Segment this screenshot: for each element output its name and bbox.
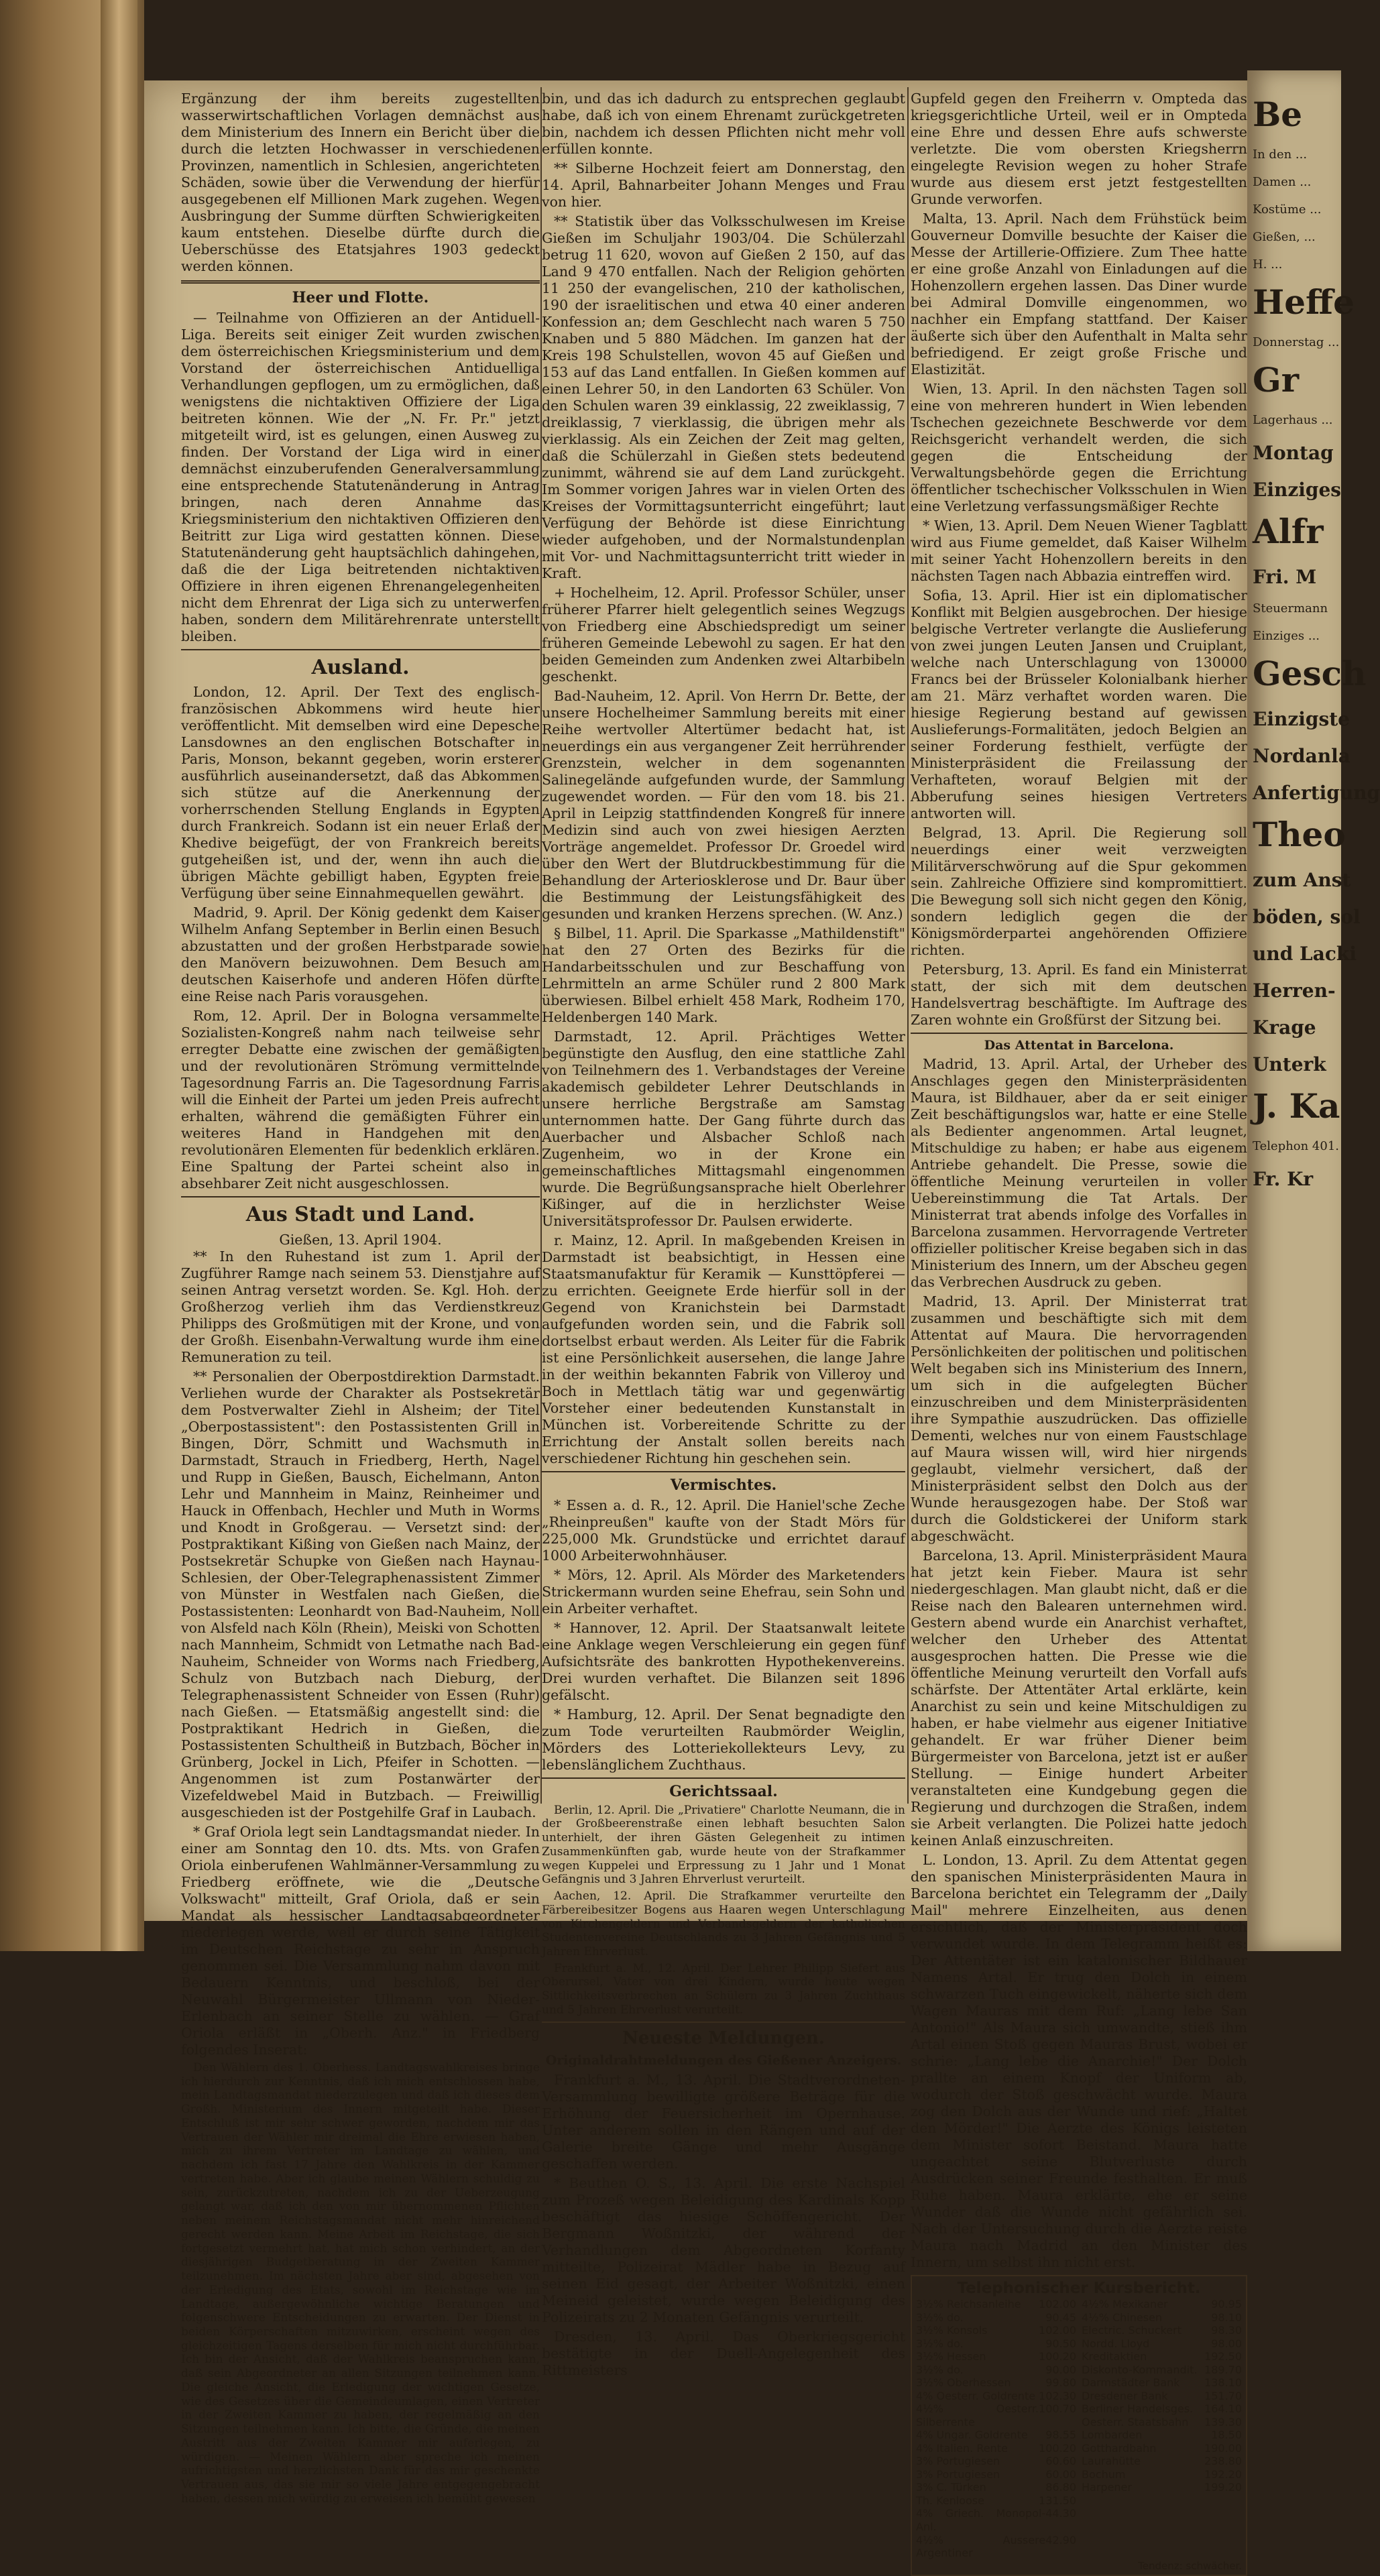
adjacent-page-text: Steuermann xyxy=(1253,601,1328,616)
stock-row xyxy=(916,2298,1076,2311)
adjacent-page-text: Theo xyxy=(1253,815,1346,854)
book-spine xyxy=(101,0,137,1951)
section-heading: Gerichtssaal. xyxy=(669,1782,778,1800)
stock-value: 98.30 xyxy=(1211,2324,1242,2337)
stock-name: 4½% Chinesen xyxy=(1082,2310,1163,2324)
divider xyxy=(181,649,540,650)
stock-row xyxy=(916,2468,1076,2481)
stock-name: 3½% Konsols xyxy=(916,2324,988,2337)
stock-value: 189.70 xyxy=(1204,2363,1242,2376)
adjacent-page-text: Kostüme ... xyxy=(1253,202,1322,217)
stock-value: 199.20 xyxy=(1204,2481,1242,2494)
adjacent-page-text: Einziges ... xyxy=(1253,629,1320,643)
column-2 xyxy=(542,91,905,2382)
adjacent-page-text: Herren- xyxy=(1253,980,1336,1002)
adjacent-page-text: Gießen, ... xyxy=(1253,230,1316,244)
stock-row xyxy=(1082,2350,1242,2363)
stock-value: 99.80 xyxy=(1045,2376,1076,2390)
stock-tendency: Tendenz: schwächer. xyxy=(1138,2559,1242,2572)
stock-value: 139.30 xyxy=(1204,2415,1242,2428)
stock-name: 4½% Aussere Argentiner xyxy=(916,2533,1046,2560)
stock-row xyxy=(916,2376,1076,2390)
divider xyxy=(542,2022,905,2023)
adjacent-page-text: Einziges xyxy=(1253,479,1342,501)
stock-row xyxy=(916,2494,1076,2508)
stock-value: 98.55 xyxy=(1045,2428,1076,2442)
article-text: Frankfurt a. M., 13. April. Die Stadtverordneten-Versammlung bewilligte größere Beträge für die Erhöhung der Feuersicherheit im Opernhause. Unter anderem sollen in den Rängen und auf der Galerie breite Gänge und mehr Ausgänge geschaffen werden. xyxy=(542,2071,905,2172)
stock-list-right xyxy=(1082,2298,1242,2559)
stock-value: 100.20 xyxy=(1039,2441,1076,2455)
stock-name: 3½% Reichsanleihe xyxy=(916,2298,1021,2311)
stock-name: Electric. Schuckert xyxy=(1082,2324,1182,2337)
stock-row xyxy=(1082,2428,1242,2442)
stock-row xyxy=(1082,2442,1242,2455)
stock-name: Th. Kenloose xyxy=(916,2494,984,2507)
divider xyxy=(181,1196,540,1197)
stock-value: 90.00 xyxy=(1045,2363,1076,2376)
stock-name: Darmstädter Bank xyxy=(1082,2376,1180,2390)
stock-value: 98.00 xyxy=(1211,2337,1242,2350)
stock-name: Oesterr. Staatsbahn xyxy=(1082,2415,1189,2428)
article-text: * Beuthen O. S., 13. April. Die erste Nachspiel zum Prozeß wegen Beleidigung des Kardinals Kopp beschäftigt das hiesige Schöffengericht. Der Bergmann Woßnitzki, der während der Verhandlungen dem Abgeordneten Korfanty mitteilte, Polizeirat Mädler habe in Bezug auf seinen Eid gesagt, der Arbeiter Woßnitzki, einen Meineid geleistet, wurde wegen Beleidigung des Polizeirats zu 2 Monaten Gefängnis verurteilt. xyxy=(542,2174,905,2325)
section-subheading: Originaldrahtmeldungen des Gießener Anzeigers. xyxy=(545,2053,902,2068)
stock-value: 86.80 xyxy=(1045,2481,1076,2494)
stock-name: 3½% do. xyxy=(916,2363,964,2376)
adjacent-page-text: böden, sol xyxy=(1253,906,1361,928)
column-3 xyxy=(911,91,1247,2576)
article-text: London, 12. April. Der Text des englisch-französischen Abkommens wird heute hier veröffentlicht. Mit demselben wird eine Depesche Lansdownes an den englischen Botschafter in Paris, Monson, bekannt gegeben, worin ersterer ausführlich auseinandersetzt, daß das Abkommen sich stütze auf die Anerkennung der vorherrschenden Stellung Englands in Egypten durch Frankreich. Sodann ist ein neuer Erlaß der Khedive beigefügt, der von Frankreich bereits gutgeheißen ist, und der, wenn ihn auch die übrigen Mächte gebilligt haben, Egypten freie Verfügung über seine Einnahmequellen gewährt. xyxy=(181,684,540,902)
stock-name: 4% Oesterr. Goldrente xyxy=(916,2389,1036,2402)
article-text: Malta, 13. April. Nach dem Frühstück beim Gouverneur Domville besuchte der Kaiser die Messe der Artillerie-Offiziere. Zum Thee hatte er eine große Anzahl von Einladungen auf die Hohenzollern ergehen lassen. Das Diner wurde bei Admiral Domville eingenommen, wo nachher ein Empfang stattfand. Der Kaiser äußerte sich über den Aufenthalt in Malta sehr befriedigend. Er zeigt große Frische und Elastizität. xyxy=(911,211,1247,377)
article-text: Ergänzung der ihm bereits zugestellten wasserwirtschaftlichen Vorlagen demnächst aus dem Ministerium des Innern ein Bericht über die durch die letzten Hochwasser in verschiedenen Provinzen, namentlich in Schlesien, angerichteten Schäden, sowie über die Verwendung der hierfür ausgegebenen elf Millionen Mark zugehen. Wegen Ausbringung der Summe dürften Schwierigkeiten kaum entstehen. Dieselbe dürfte durch die Ueberschüsse des Etatsjahres 1903 gedeckt werden können. xyxy=(181,91,540,274)
adjacent-page-text: Krage xyxy=(1253,1016,1316,1039)
article-text: Sofia, 13. April. Hier ist ein diplomatischer Konflikt mit Belgien ausgebrochen. Der hiesige belgische Vertreter verlangte die Auslieferung von zwei jungen Leuten Jansen und Cruiplant, welche nach Unterschlagung von 130000 Francs bei der Brüsseler Kolonialbank hierher am 21. März verhaftet worden waren. Die hiesige Regierung bestand auf gewissen Auslieferungs-Formalitäten, jedoch Belgien an seiner Forderung festhielt, verfügte der Ministerpräsident die Freilassung der Verhafteten, worauf Belgien mit der Abberufung seines hiesigen Vertreters antworten will. xyxy=(911,587,1247,821)
stock-value: 190.00 xyxy=(1204,2441,1242,2455)
stock-row xyxy=(1082,2455,1242,2468)
adjacent-page-text: Gesch xyxy=(1253,654,1367,693)
adjacent-page-text: Anfertigung xyxy=(1253,782,1380,804)
section-heading: Neueste Meldungen. xyxy=(622,2028,825,2048)
stock-value: 102.00 xyxy=(1039,2298,1076,2311)
stock-row xyxy=(1082,2402,1242,2416)
article-text: Gupfeld gegen den Freiherrn v. Ompteda das kriegsgerichtliche Urteil, weil er in Ompteda eine Ehre und dessen Ehre aufs schwerste verletzte. Die vom obersten Kriegsherrn eingelegte Revision wegen zu hoher Strafe wurde aus diesem erst jetzt festgestellten Grunde verworfen. xyxy=(911,91,1247,207)
adjacent-page xyxy=(1247,70,1380,1951)
adjacent-page-text: Heffe xyxy=(1253,282,1355,322)
stock-name: Lombarden xyxy=(1082,2428,1143,2442)
stock-name: 3% Portugiesen xyxy=(916,2455,1000,2468)
article-text: § Bilbel, 11. April. Die Sparkasse „Mathildenstift" hat den 27 Orten des Bezirks für die Handarbeitsschulen und zur Beschaffung von Lehrmitteln an arme Schüler rund 2 800 Mark überwiesen. Bilbel erhielt 458 Mark, Rodheim 170, Heldenbergen 140 Mark. xyxy=(542,925,905,1025)
stock-row xyxy=(916,2455,1076,2468)
stock-value: 164.10 xyxy=(1204,2402,1242,2416)
article-text: Frankfurt a. M., 12. April. Der Lehrer Philipp Siefert aus Oberursel, Vater von drei Kindern, wurde heute wegen Sittlichkeitsverbrechen an Schülern zu 3 Jahren Zuchthaus und 5 Jahren Ehrverlust verurteilt. xyxy=(542,1961,905,2017)
stock-row xyxy=(916,2507,1076,2533)
stock-row xyxy=(1082,2468,1242,2481)
stock-name: 4½% Oesterr. Silberrente xyxy=(916,2402,1039,2428)
stock-name: Dresdener Bank xyxy=(1082,2389,1168,2402)
stock-value: 90.45 xyxy=(1045,2310,1076,2324)
stock-name: 4½% Mexikaner xyxy=(1082,2298,1168,2311)
stock-value: 90.50 xyxy=(1045,2337,1076,2350)
section-heading: Ausland. xyxy=(311,655,410,679)
adjacent-page-text: Lagerhaus ... xyxy=(1253,413,1333,427)
stock-row xyxy=(916,2534,1076,2560)
stock-name: 4% Italien. Rente xyxy=(916,2441,1008,2455)
stock-row xyxy=(916,2350,1076,2363)
stock-value: 90.95 xyxy=(1211,2298,1242,2311)
article-text: Wien, 13. April. In den nächsten Tagen soll eine von mehreren hundert in Wien lebenden Tschechen gezeichnete Beschwerde vor dem Reichsgericht verhandelt werden, die sich gegen die Entscheidung der Verwaltungsbehörde gegen die Errichtung öffentlicher tschechischer Volksschulen in Wien eine Verletzung verfassungsmäßiger Rechte xyxy=(911,381,1247,514)
stock-row xyxy=(1082,2416,1242,2429)
stock-value: 151.70 xyxy=(1204,2389,1242,2402)
stock-row xyxy=(1082,2390,1242,2403)
stock-value: 100.70 xyxy=(1039,2402,1076,2416)
article-text: L. London, 13. April. Zu dem Attentat gegen den spanischen Ministerpräsidenten Maura in Barcelona berichtet ein Telegramm der „Daily Mail" mehrere Einzelheiten, aus denen ersichtlich, daß der Ministerpräsident doch verwundet wurde. In dem Telegramm heißt es: Der Attentäter ist ein katalonischer Bildhauer Namens Artal. Er trug den Dolch in einem schwarzen Tuch eingewickelt, näherte sich dem Wagen Mauras mit dem Ruf: „Lang lebe San Antonio!" Als Maura sich umwandte, stieß ihm Artal einen Stoß gegen Mauras Brust, wobei er schrie: „Lang lebe die Anarchie!" Der Dolch prallte an einem Knopf der Uniform ab, wodurch der Stoß geschwächt wurde. Maura zog den Dolch aus der Wunde und rief: „Haltet den Mörder!" Die Aerzte des Königs leisteten dem Minister sofort Beistand. Maura hatte ungeachtet seine Blutverluste durch Ausdrücken seiner Freunde festhalten. Er muß Ruhe haben. Maura erklärte, ehe er seine Wunder daß die Wunde nicht gefährlich sei. Nach der Untersuchung durch die Aerzte reiste Maura nach Madrid an den Minister des Innern, um selbst ihn nicht erst. xyxy=(911,1852,1247,2271)
stock-row xyxy=(916,2337,1076,2351)
stock-row xyxy=(916,2390,1076,2403)
article-text: * Mörs, 12. April. Als Mörder des Marketenders Strickermann wurden seine Ehefrau, sein Sohn und ein Arbeiter verhaftet. xyxy=(542,1566,905,1617)
adjacent-page-text: In den ... xyxy=(1253,148,1308,162)
article-text: Berlin, 12. April. Die „Privatiere" Charlotte Neumann, die in der Großbeerenstraße einen lebhaft besuchten Salon unterhielt, der ihren Gästen Gelegenheit zu intimen Zusammenkünften gab, wurde heute von der Strafkammer wegen Kuppelei und Erpressung zu 1 Jahr und 1 Monat Gefängnis und 3 Jahren Ehrverlust verurteilt. xyxy=(542,1803,905,1887)
stock-value: 100.20 xyxy=(1039,2350,1076,2363)
article-text: ** Silberne Hochzeit feiert am Donnerstag, den 14. April, Bahnarbeiter Johann Menges und Frau von hier. xyxy=(542,160,905,210)
stock-row xyxy=(916,2311,1076,2325)
stock-row xyxy=(1082,2337,1242,2351)
stock-row xyxy=(916,2428,1076,2442)
stock-name: Kreditaktien xyxy=(1082,2350,1147,2363)
adjacent-page-text: Be xyxy=(1253,95,1303,134)
stock-row xyxy=(1082,2324,1242,2337)
stock-name: 4% Griech. Monopol-Anl. xyxy=(916,2507,1046,2533)
stock-value: 131.50 xyxy=(1039,2494,1076,2507)
stock-name: Harpener xyxy=(1082,2481,1132,2494)
adjacent-page-text: Telephon 401. xyxy=(1253,1139,1340,1153)
article-text: Rom, 12. April. Der in Bologna versammelte Sozialisten-Kongreß nahm nach teilweise sehr erregter Debatte eine zwischen der gemäßigten und der revolutionären Strömung vermittelnde Tagesordnung Farris an. Die Tagesordnung Farris will die Einheit der Partei um jeden Preis aufrecht erhalten, während die gemäßigten Führer ein weiteres Hand in Handgehen mit den revolutionären Elementen für bedenklich erklären. Eine Spaltung der Partei scheint also in absehbarer Zeit nicht ausgeschlossen. xyxy=(181,1008,540,1192)
stock-value: 44.30 xyxy=(1045,2507,1076,2520)
stock-value: 138.10 xyxy=(1204,2376,1242,2390)
adjacent-page-text: Damen ... xyxy=(1253,175,1312,189)
article-text: * Wien, 13. April. Dem Neuen Wiener Tagblatt wird aus Fiume gemeldet, daß Kaiser Wilhelm mit seiner Yacht Hohenzollern bereits in den nächsten Tagen nach Abbazia eintreffen wird. xyxy=(911,518,1247,584)
article-text: ** Statistik über das Volksschulwesen im Kreise Gießen im Schuljahr 1903/04. Die Schülerzahl betrug 11 620, wovon auf Gießen 2 150, auf das Land 9 470 entfallen. Nach der Religion gehörten 11 250 der evangelischen, 210 der katholischen, 190 der israelitischen und etwa 40 einer anderen Konfession an; dem Geschlecht nach waren 5 750 Knaben und 5 880 Mädchen. Im ganzen hat der Kreis 198 Schulstellen, wovon 45 auf Gießen und 153 auf das Land entfallen. In Gießen kommen auf einen Lehrer 50, in den Landorten 63 Schüler. Von den Schulen waren 39 einklassig, 22 zweiklassig, 7 dreiklassig, 7 vierklassig, die übrigen mehr als vierklassig. Als ein Zeichen der Zeit mag gelten, daß die Schülerzahl in Gießen stets bedeutend zunimmt, während sie auf dem Land zurückgeht. Im Sommer vorigen Jahres war in vielen Orten des Kreises der Vormittagsunterricht eingeführt; laut Verfügung der Behörde ist diese Einrichtung wieder aufgehoben, und der Normalstundenplan mit Vor- und Nachmittagsunterricht tritt wieder in Kraft. xyxy=(542,213,905,581)
adjacent-page-text: Donnerstag ... xyxy=(1253,335,1340,349)
stock-row xyxy=(916,2402,1076,2428)
stock-name: Gotthardbahn xyxy=(1082,2441,1157,2455)
article-text: * Hamburg, 12. April. Der Senat begnadigte den zum Tode verurteilten Raubmörder Weiglin, Mörders des Lotteriekollekteurs Levy, zu lebenslänglichem Zuchthaus. xyxy=(542,1706,905,1773)
stock-value: 102.00 xyxy=(1039,2324,1076,2337)
article-text: bin, und das ich dadurch zu entsprechen geglaubt habe, daß ich von einem Ehrenamt zurückgetreten bin, nachdem ich dessen Pflichten nicht mehr voll erfüllen konnte. xyxy=(542,91,905,157)
article-text: Darmstadt, 12. April. Prächtiges Wetter begünstigte den Ausflug, den eine stattliche Zahl von Teilnehmern des 1. Verbandstages der Vereine akademisch gebildeter Lehrer Deutschlands in unsere herrliche Bergstraße am Samstag unternommen hatte. Der Gang führte durch das Auerbacher und Alsbacher Schloß nach Zugenheim, wo in der Krone ein gemeinschaftliches Mittagsmahl eingenommen wurde. Die Begrüßungsansprache hielt Oberlehrer Kißinger, auf die in herzlichster Weise Universitätsprofessor Dr. Paulsen erwiderte. xyxy=(542,1029,905,1229)
adjacent-page-text: zum Anst xyxy=(1253,869,1351,891)
stock-name: 3½% Hessen xyxy=(916,2350,986,2363)
stock-value: 192.50 xyxy=(1204,2350,1242,2363)
adjacent-page-text: und Lacki xyxy=(1253,943,1357,965)
article-text: * Essen a. d. R., 12. April. Die Haniel'sche Zeche „Rheinpreußen" kaufte von der Stadt Mörs für 225,000 Mk. Grundstücke und errichtet darauf 1000 Arbeiterwohnhäuser. xyxy=(542,1497,905,1564)
dateline: Gießen, 13. April 1904. xyxy=(279,1232,442,1248)
stock-name: 3% Portugiesen xyxy=(916,2467,1000,2481)
article-text: Petersburg, 13. April. Es fand ein Ministerrat statt, der sich mit dem deutschen Handelsvertrag beschäftigte. Im Auftrage des Zaren wohnte ein Großfürst der Sitzung bei. xyxy=(911,961,1247,1028)
section-heading: Aus Stadt und Land. xyxy=(245,1203,475,1227)
section-heading: Vermischtes. xyxy=(670,1476,777,1494)
stock-row xyxy=(1082,2363,1242,2377)
adjacent-page-text: Montag xyxy=(1253,442,1334,464)
stock-name: Diskonto-Kommandit. xyxy=(1082,2363,1198,2376)
stock-name: 3½% do. xyxy=(916,2310,964,2324)
stock-row xyxy=(1082,2481,1242,2494)
stock-value: 102.30 xyxy=(1039,2389,1076,2402)
article-text: * Graf Oriola legt sein Landtagsmandat nieder. In einer am Sonntag den 10. dts. Mts. von Grafen Oriola einberufenen Wahlmänner-Versammlung zu Friedberg eröffnete, wie die „Deutsche Volkswacht" mitteilt, Graf Oriola, daß er sein Mandat als hessischer Landtagsabgeordneter niederlegen werde, weil er durch seine Tätigkeit im Deutschen Reichstage zu sehr in Anspruch genommen sei. Die Versammlung nahm davon mit Bedauern Kenntnis, und beschloß, bei der Neuwahl Bürgermeister Ullmann von Nieder-Erlenbach an seiner Stelle zu wählen. — Graf Oriola erläßt in „Oberh. Anz." in Friedberg folgendes Inserat: xyxy=(181,1824,540,2058)
stock-value: 60.00 xyxy=(1045,2467,1076,2481)
stock-name: 3½% Oberhessen xyxy=(916,2376,1011,2390)
article-text: * Hannover, 12. April. Der Staatsanwalt leitete eine Anklage wegen Verschleierung ein gegen fünf Aufsichtsräte des bankrotten Hypothekenvereins. Drei wurden verhaftet. Die Bilanzen seit 1896 gefälscht. xyxy=(542,1619,905,1703)
article-text: Belgrad, 13. April. Die Regierung soll neuerdings einer weit verzweigten Militärverschwörung auf die Spur gekommen sein. Zahlreiche Offiziere sind kompromittiert. Die Bewegung soll sich nicht gegen den König, sondern lediglich gegen die der Königsmörderpartei angehörenden Offiziere richten. xyxy=(911,825,1247,958)
adjacent-page-text: Unterk xyxy=(1253,1053,1326,1075)
article-text: ** In den Ruhestand ist zum 1. April der Zugführer Ramge nach seinem 53. Dienstjahre auf seinen Antrag versetzt worden. Se. Kgl. Hoh. der Großherzog verlieh ihm das Verdienstkreuz Philipps des Großmütigen mit der Krone, und von der Großh. Eisenbahn-Verwaltung wurde ihm eine Remuneration zu teil. xyxy=(181,1248,540,1366)
stock-report-title: Telephonischer Kursbericht. xyxy=(957,2280,1201,2298)
article-text: Barcelona, 13. April. Ministerpräsident Maura hat jetzt kein Fieber. Maura ist sehr niedergeschlagen. Man glaubt nicht, daß er die Reise nach den Balearen unternehmen wird. Gestern abend wurde ein Anarchist verhaftet, welcher den Urheber des Attentat ausgesprochen hatten. Die Presse wie die öffentliche Meinung verurteilt den Vorfall aufs schärfste. Der Attentäter Artal erklärte, kein Anarchist zu sein und keine Mitschuldigen zu haben, er habe vielmehr aus eigener Initiative gehandelt. Er war früher Diener beim Bürgermeister von Barcelona, jetzt ist er außer Stellung. — Einige hundert Arbeiter veranstalteten eine Kundgebung gegen die Regierung und durchzogen die Straßen, indem sie Arbeit verlangten. Die Polizei hatte jedoch keinen Anlaß einzuschreiten. xyxy=(911,1547,1247,1849)
stock-name: Berliner Handelsges. xyxy=(1082,2402,1194,2416)
stock-row xyxy=(916,2363,1076,2377)
adjacent-page-text: J. Ka xyxy=(1253,1086,1340,1126)
article-text: + Hochelheim, 12. April. Professor Schüler, unser früherer Pfarrer hielt gelegentlich seines Wegzugs von Friedberg eine Abschiedspredigt um seiner früheren Gemeinde Lebewohl zu sagen. Er hat den beiden Gemeinden zum Andenken zwei Altarbibeln geschenkt. xyxy=(542,585,905,685)
stock-row xyxy=(916,2481,1076,2494)
column-1 xyxy=(181,91,540,2509)
article-text: ** Personalien der Oberpostdirektion Darmstadt. Verliehen wurde der Charakter als Postsekretär dem Postverwalter Ziehl in Alsheim; der Titel „Oberpostassistent": den Postassistenten Grill in Bingen, Dörr, Schmitt und Wachsmuth in Darmstadt, Strauch in Friedberg, Herth, Nagel und Rupp in Gießen, Bausch, Eichelmann, Anton Lehr und Mannheim in Mainz, Reinheimer und Hauck in Offenbach, Hechler und Muth in Worms und Knodt in Großgerau. — Versetzt sind: der Postpraktikant Kißing von Gießen nach Mainz, der Postsekretär Schupke von Gießen nach Haynau-Schlesien, der Ober-Telegraphenassistent Zimmer von Münster in Westfalen nach Gießen, die Postassistenten: Leonhardt von Bad-Nauheim, Noll von Alsfeld nach Köln (Rhein), Meiski von Schotten nach Mannheim, Schmidt von Letmathe nach Bad-Nauheim, Schneider von Worms nach Friedberg, Schulz von Butzbach nach Dieburg, der Telegraphenassistent Schneider von Essen (Ruhr) nach Gießen. — Etatsmäßig angestellt sind: die Postpraktikant Hedrich in Gießen, die Postassistenten Schultheiß in Butzbach, Böcher in Grünberg, Jockel in Lich, Pfeifer in Schotten. — Angenommen ist zum Postanwärter der Vizefeldwebel Maid in Butzbach. — Freiwillig ausgeschieden ist der Postgehilfe Graf in Laubach. xyxy=(181,1368,540,1821)
stock-list-left xyxy=(916,2298,1076,2559)
adjacent-page-text: Nordanla xyxy=(1253,745,1350,767)
article-text: Madrid, 13. April. Artal, der Urheber des Anschlages gegen den Ministerpräsidenten Maura, ist Bildhauer, aber da er seit einiger Zeit beschäftigungslos war, hatte er eine Stelle als Bedienter angenommen. Artal leugnet, Mitschuldige zu haben; er habe aus eigenem Antriebe gehandelt. Die Presse, sowie die öffentliche Meinung verurteilen in voller Uebereinstimmung die Tat Artals. Der Ministerrat trat abends infolge des Vorfalles in Barcelona zusammen. Hervorragende Vertreter offizieller politischer Kreise begaben sich in das Ministerium des Innern, um der Abscheu gegen das Verbrechen Ausdruck zu geben. xyxy=(911,1056,1247,1291)
article-text: Dresden, 13. April. Das Oberkriegsgericht bestätigte in der Duell-Angelegenheit des Rittmeisters xyxy=(542,2328,905,2378)
section-heading: Heer und Flotte. xyxy=(292,289,429,306)
stock-value: 18.50 xyxy=(1211,2428,1242,2442)
stock-value: 238.80 xyxy=(1204,2455,1242,2468)
section-heading: Das Attentat in Barcelona. xyxy=(984,1038,1174,1053)
article-text: Madrid, 13. April. Der Ministerrat trat zusammen und beschäftigte sich mit dem Attentat auf Maura. Die hervorragenden Persönlichkeiten der politischen und politischen Welt begaben sich ins Ministerium des Innern, um sich in die aufgelegten Bücher einzuschreiben und dem Ministerpräsidenten ihre Sympathie auszudrücken. Das offizielle Dementi, welches nur von einem Faustschlage auf Maura wissen will, wird hier nirgends geglaubt, vielmehr versichert, daß der Ministerpräsident selbst den Dolch aus der Wunde herausgezogen habe. Der Stoß war durch die Goldstickerei der Uniform stark abgeschwächt. xyxy=(911,1293,1247,1545)
stock-name: 3% C. Türken xyxy=(916,2481,986,2494)
stock-name: Nordd. Lloyd xyxy=(1082,2337,1150,2350)
adjacent-page-text: Gr xyxy=(1253,360,1300,400)
adjacent-page-text: Alfr xyxy=(1253,512,1324,551)
stock-value: 60.60 xyxy=(1045,2455,1076,2468)
article-text: Madrid, 9. April. Der König gedenkt dem Kaiser Wilhelm Anfang September in Berlin einen Besuch abzustatten und der großen Herbstparade sowie den Manövern beizuwohnen. Dem Besuch am deutschen Kaiserhofe und anderen Höfen dürfte eine Reise nach Paris vorausgehen. xyxy=(181,904,540,1005)
stock-row xyxy=(916,2442,1076,2455)
stock-name: Laurahütte xyxy=(1082,2455,1141,2468)
divider xyxy=(181,280,540,284)
stock-name: 4% Ungar. Goldrente xyxy=(916,2428,1028,2442)
article-text: Bad-Nauheim, 12. April. Von Herrn Dr. Bette, der unsere Hochelheimer Sammlung bereits mit einer Reihe wertvoller Altertümer bedacht hat, ist neuerdings ein aus vergangener Zeit herrührender Grenzstein, welcher in dem sogenannten Salinegelände aufgefunden wurde, der Sammlung zugewendet worden. — Für den vom 18. bis 21. April in Leipzig stattfindenden Kongreß für innere Medizin sind auch von zwei hiesigen Aerzten Vorträge angemeldet. Professor Dr. Groedel wird über den Wert der Blutdruckbestimmung für die Behandlung der Arteriosklerose und Dr. Baur über die Bestimmung der Leistungsfähigkeit des gesunden und kranken Herzens sprechen. (W. Anz.) xyxy=(542,688,905,922)
article-text: Aachen, 12. April. Die Strafkammer verurteilte den Färbereibesitzer Bogens aus Haaren wegen Unterschlagung von Kirchengeldern und Verbandsgeldern der katholischen Studentenvereine Deutschlands zu 3 Jahren Gefängnis und 5 Jahren Ehrverlust. xyxy=(542,1889,905,1958)
divider xyxy=(911,1033,1247,1034)
stock-row xyxy=(1082,2311,1242,2325)
stock-name: Bochum xyxy=(1082,2467,1126,2481)
stock-value: 42.90 xyxy=(1045,2533,1076,2546)
divider xyxy=(542,1471,905,1472)
column-rule-2 xyxy=(907,87,909,1804)
stock-report xyxy=(911,2275,1247,2576)
adjacent-page-text: Einzigste xyxy=(1253,708,1350,730)
adjacent-page-text: Fri. M xyxy=(1253,566,1317,588)
adjacent-page-text: Fr. Kr xyxy=(1253,1168,1314,1190)
stock-row xyxy=(1082,2298,1242,2311)
stock-value: 98.10 xyxy=(1211,2310,1242,2324)
divider xyxy=(542,1777,905,1779)
adjacent-page-fragments xyxy=(1253,84,1380,1195)
article-text: r. Mainz, 12. April. In maßgebenden Kreisen in Darmstadt ist beabsichtigt, in Hessen eine Staatsmanufaktur für Keramik — Kunsttöpferei — zu errichten. Geeignete Erde hierfür soll in der Gegend von Kranichstein bei Darmstadt aufgefunden worden sein, und die Fabrik soll dortselbst erbaut werden. Als Leiter für die Fabrik ist eine Persönlichkeit ausersehen, die lange Jahre in der weithin bekannten Fabrik von Villeroy und Boch in Mettlach tätig war und gegenwärtig Vorsteher einer bedeutenden Kunstanstalt in München ist. Vorbereitende Schritte zu der Errichtung der Anstalt sollen bereits nach verschiedener Richtung hin geschehen sein. xyxy=(542,1232,905,1466)
adjacent-page-text: H. ... xyxy=(1253,257,1283,272)
stock-value: 192.20 xyxy=(1204,2467,1242,2481)
article-text: — Teilnahme von Offizieren an der Antiduell-Liga. Bereits seit einiger Zeit wurden zwischen dem österreichischen Kriegsministerium und dem Vorstand der österreichischen Antiduelliga Verhandlungen gepflogen, um zu ermöglichen, daß wenigstens die nichtaktiven Offiziere der Liga beitreten können. Wie der „N. Fr. Pr." jetzt mitgeteilt wird, ist es gelungen, einen Ausweg zu finden. Der Vorstand der Liga wird in einer demnächst einzuberufenden Generalversammlung eine entsprechende Statutenänderung in Antrag bringen, nach deren Annahme das Kriegsministerium den nichtaktiven Offizieren den Beitritt zur Liga wird gestatten können. Diese Statutenänderung geht hauptsächlich dahingehen, daß die der Liga beitretenden nichtaktiven Offiziere in ihren eigenen Ehrenangelegenheiten nicht dem Ehrenrat der Liga sich zu unterwerfen haben, sondern dem Militärehrenrate unterstellt bleiben. xyxy=(181,309,540,644)
article-text: Den Wählern des 1. Oberhess. Landtagswahlkreises bringe ich hierdurch zur Kenntnis, daß ich mich entschlossen habe, mein Landtagsmandat niederzulegen und daß ich dieses dem Großh. Ministerium des Innern mitgeteilt habe. Dieser Entschluß ist mir sehr schwer geworden, nachdem mir das Vertrauen der Wähler mir dreimal die Ehre erwiesen haben, mich zu ihrem Vertreter im Landtage zu wählen, und nachdem ich fast 17 Jahre den Wahlkreis in der Kammer vertreten habe. Aber ich glaube meinen Wählern schuldig zu sein, zurückzutreten, nachdem ich zu der Ueberzeugung gelangt war, daß ich den von mir übernommenen Pflichten neben meinem Reichstagsmandat nicht mehr hinreichend gerecht werden kann. Meine Arbeit im Reichstage, die sich fortgesetzt vermehrt hat, hat mich schon verhindert, an der diesjährigen Budgetberatung in der Zweiten Kammer teilzunehmen. Im nächsten Jahre aber sind, abgesehen von der Erledigung des Etats, sowohl im Reichstage wie im Landtage, außergewöhnliche wichtige Beratungen und folgenschwere Entscheidungen zu erwarten. Der Dienst in beiden Körperschaften mitzuwirken, erscheint wegen des gleichzeitigen Tagens derselben für mich nicht durchführbar. Ich bin der Ansicht, daß der Wahlkreis beanspruchen kann, daß sein Abgeordneter an allen Sitzungen teilnehmen kann. Die gleiche Ansicht, die Erledigung der wichtigen Gesetze, wie des Gesetzes über die Gemeindeumlagen, einen Vertreter in der Zweiten Kammer zu haben, der regelmäßig an den Sitzungen teilnehmen kann. Ich bitte, die Gründe, die meinen Austritt aus der Zweiten Kammer mir auferlegen, zu würdigen. — Meinen Wählern aber spreche ich meinen aufrichtigsten und herzlichsten Dank für das mir geschenkte Vertrauen aus, das sie mir so viele Jahre entgegengebracht haben, dessen mich würdig zu erweisen ich bemüht gewesen xyxy=(181,2061,540,2506)
stock-name: 3½% do. xyxy=(916,2337,964,2350)
stock-row xyxy=(916,2324,1076,2337)
stock-row xyxy=(1082,2376,1242,2390)
